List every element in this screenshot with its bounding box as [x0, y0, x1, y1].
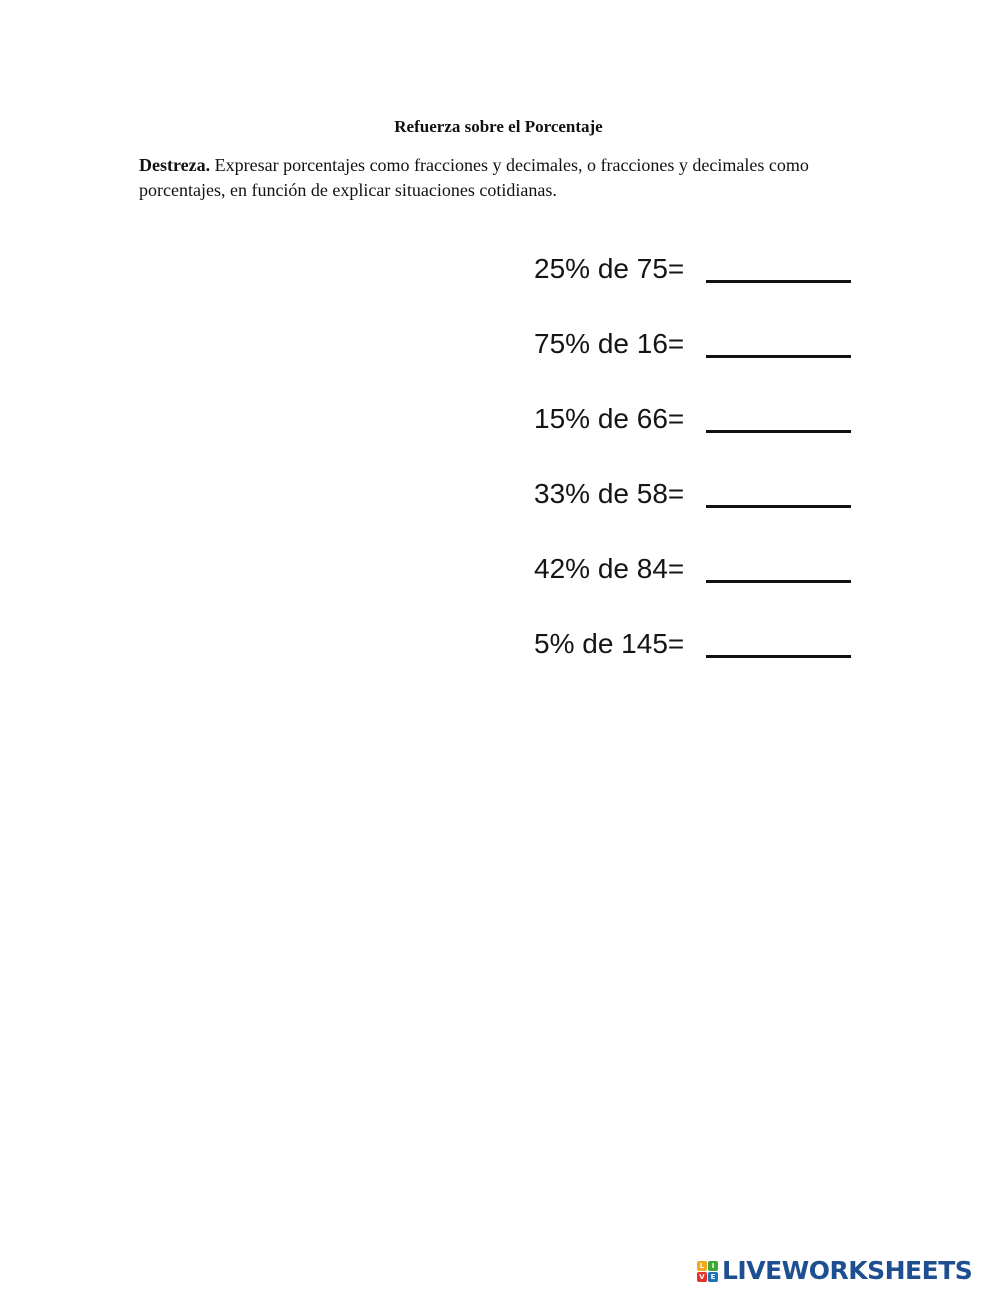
exercise-expression: 33% de 58= — [534, 478, 685, 509]
exercise-expression: 25% de 75= — [534, 253, 685, 284]
exercise-expression: 75% de 16= — [534, 328, 685, 359]
exercise-item — [534, 625, 864, 700]
exercise-list — [534, 250, 864, 700]
logo-letter-l: L — [697, 1261, 707, 1271]
answer-input[interactable] — [706, 250, 851, 278]
answer-input[interactable] — [706, 550, 851, 578]
exercise-item — [534, 550, 864, 625]
exercise-expression: 15% de 66= — [534, 403, 685, 434]
answer-blank — [706, 355, 851, 358]
skill-statement — [139, 153, 839, 203]
answer-blank — [706, 280, 851, 283]
answer-blank — [706, 580, 851, 583]
logo-letter-v: V — [697, 1272, 707, 1282]
liveworksheets-logo — [697, 1256, 972, 1286]
exercise-item — [534, 250, 864, 325]
exercise-item — [534, 325, 864, 400]
answer-input[interactable] — [706, 475, 851, 503]
answer-input[interactable] — [706, 625, 851, 653]
answer-input[interactable] — [706, 325, 851, 353]
logo-letter-i: I — [708, 1261, 718, 1271]
exercise-item — [534, 400, 864, 475]
exercise-expression: 42% de 84= — [534, 553, 685, 584]
worksheet-title: Refuerza sobre el Porcentaje — [394, 117, 603, 136]
answer-blank — [706, 430, 851, 433]
skill-text: Expresar porcentajes como fracciones y decimales, o fracciones y decimales como porcentajes, en función de explicar situaciones cotidianas. — [139, 155, 809, 200]
logo-live-badge — [697, 1261, 718, 1282]
answer-blank — [706, 505, 851, 508]
logo-letter-e: E — [708, 1272, 718, 1282]
answer-input[interactable] — [706, 400, 851, 428]
answer-blank — [706, 655, 851, 658]
exercise-item — [534, 475, 864, 550]
exercise-expression: 5% de 145= — [534, 628, 685, 659]
logo-wordmark: LIVEWORKSHEETS — [722, 1256, 973, 1285]
skill-lead: Destreza. — [139, 155, 211, 175]
